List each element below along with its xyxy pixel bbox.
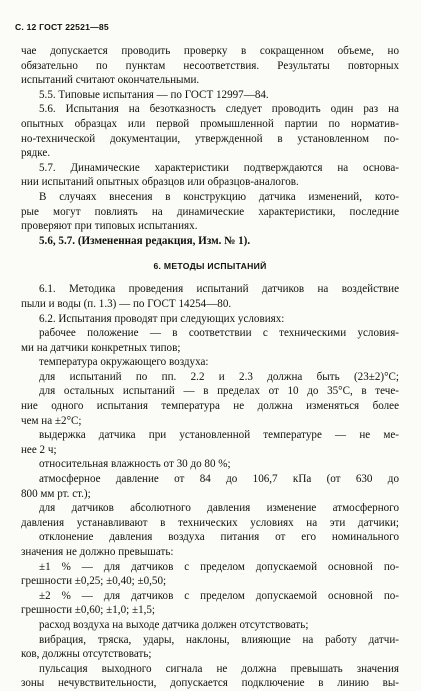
absolute-pressure-sensors bbox=[21, 501, 399, 530]
text-line: грешности ±0,60; ±1,0; ±1,5; bbox=[21, 604, 156, 617]
document-body bbox=[21, 44, 399, 691]
deviation-1-percent bbox=[21, 560, 399, 589]
text-line: обязательно по пунктам несоответствия. Результаты повторных bbox=[21, 59, 399, 72]
text-line: рые могут повлиять на динамические характеристики, последние bbox=[21, 205, 399, 218]
revision-note: 5.6, 5.7. (Измененная редакция, Изм. № 1). bbox=[39, 234, 251, 247]
text-line: 5.6. Испытания на безотказность следует проводить один раз на bbox=[39, 103, 399, 116]
text-line: значения не должно превышать: bbox=[21, 546, 174, 558]
text-line: чае допускается проводить проверку в сокращенном объеме, но bbox=[21, 45, 399, 57]
temperature-other-tests bbox=[21, 384, 399, 428]
page-header: С. 12 ГОСТ 22521—85 bbox=[15, 22, 109, 32]
section-heading: 6. МЕТОДЫ ИСПЫТАНИЙ bbox=[153, 261, 267, 272]
pulsation bbox=[21, 662, 399, 691]
text-line: опытных образцах или первой промышленной партии по норматив- bbox=[21, 117, 399, 130]
text-line: 5.7. Динамические характеристики подтверждаются на основа- bbox=[39, 161, 399, 174]
temperature-tests-2-2: для испытаний по пп. 2.2 и 2.3 должна быть (23±2)°С; bbox=[39, 370, 399, 383]
text-line: рабочее положение — в соответствии с техническими условия- bbox=[39, 327, 399, 340]
text-line: отклонение давления воздуха питания от его номинального bbox=[39, 531, 399, 544]
text-line: рядке. bbox=[21, 147, 51, 160]
paragraph-5-5: 5.5. Типовые испытания — по ГОСТ 12997—84. bbox=[39, 88, 269, 101]
text-line: но-технической документации, утвержденной в установленном по- bbox=[21, 132, 399, 145]
paragraph-6-1 bbox=[21, 282, 399, 311]
text-line: ±1 % — для датчиков с пределом допускаемой основной по- bbox=[39, 560, 399, 573]
text-line: ков, должны отсутствовать; bbox=[21, 648, 152, 661]
working-position bbox=[21, 326, 399, 355]
paragraph-continuation bbox=[21, 44, 399, 88]
text-line: вибрация, тряска, удары, наклоны, влияющие на работу датчи- bbox=[39, 633, 399, 646]
text-line: 6.1. Методика проведения испытаний датчиков на воздействие bbox=[39, 283, 399, 296]
text-line: пульсация выходного сигнала не должна превышать значения bbox=[39, 662, 399, 675]
air-flow: расход воздуха на выходе датчика должен отсутствовать; bbox=[39, 618, 309, 631]
text-line: испытаний считают окончательными. bbox=[21, 74, 200, 87]
paragraph-design-changes bbox=[21, 190, 399, 234]
temperature-intro: температура окружающего воздуха: bbox=[39, 356, 209, 369]
deviation-2-percent bbox=[21, 589, 399, 618]
text-line: ми на датчики конкретных типов; bbox=[21, 341, 181, 354]
text-line: ±2 % — для датчиков с пределом допускаемой основной по- bbox=[39, 589, 399, 602]
text-line: проверяют при типовых испытаниях. bbox=[21, 220, 198, 233]
vibration bbox=[21, 633, 399, 662]
text-line: В случаях внесения в конструкцию датчика изменений, кото- bbox=[39, 190, 399, 203]
supply-pressure-deviation bbox=[21, 530, 399, 559]
text-line: выдержка датчика при установленной температуре — не ме- bbox=[39, 429, 399, 442]
text-line: нее 2 ч; bbox=[21, 443, 57, 456]
paragraph-5-6 bbox=[21, 102, 399, 160]
text-line: давления устанавливают в технических условиях на эти датчики; bbox=[21, 516, 399, 529]
text-line: для датчиков абсолютного давления изменение атмосферного bbox=[39, 502, 399, 515]
text-line: нии испытаний опытных образцов или образцов-аналогов. bbox=[21, 176, 299, 189]
text-line: зоны нечувствительности, допускается подключение в линию вы- bbox=[21, 677, 399, 690]
text-line: чем на ±2°С; bbox=[21, 414, 82, 427]
paragraph-6-2: 6.2. Испытания проводят при следующих условиях: bbox=[39, 312, 285, 325]
text-line: 800 мм рт. ст.); bbox=[21, 487, 91, 500]
text-line: грешности ±0,25; ±0,40; ±0,50; bbox=[21, 575, 167, 588]
text-line: атмосферное давление от 84 до 106,7 кПа (от 630 до bbox=[39, 473, 399, 486]
exposure-time bbox=[21, 428, 399, 457]
atmospheric-pressure bbox=[21, 472, 399, 501]
text-line: пыли и воды (п. 1.3) — по ГОСТ 14254—80. bbox=[21, 297, 232, 310]
relative-humidity: относительная влажность от 30 до 80 %; bbox=[39, 458, 231, 471]
text-line: ние одного испытания температура не должна изменяться более bbox=[21, 400, 399, 413]
text-line: для остальных испытаний — в пределах от 10 до 35°С, в тече- bbox=[39, 385, 399, 398]
paragraph-5-7 bbox=[21, 161, 399, 190]
